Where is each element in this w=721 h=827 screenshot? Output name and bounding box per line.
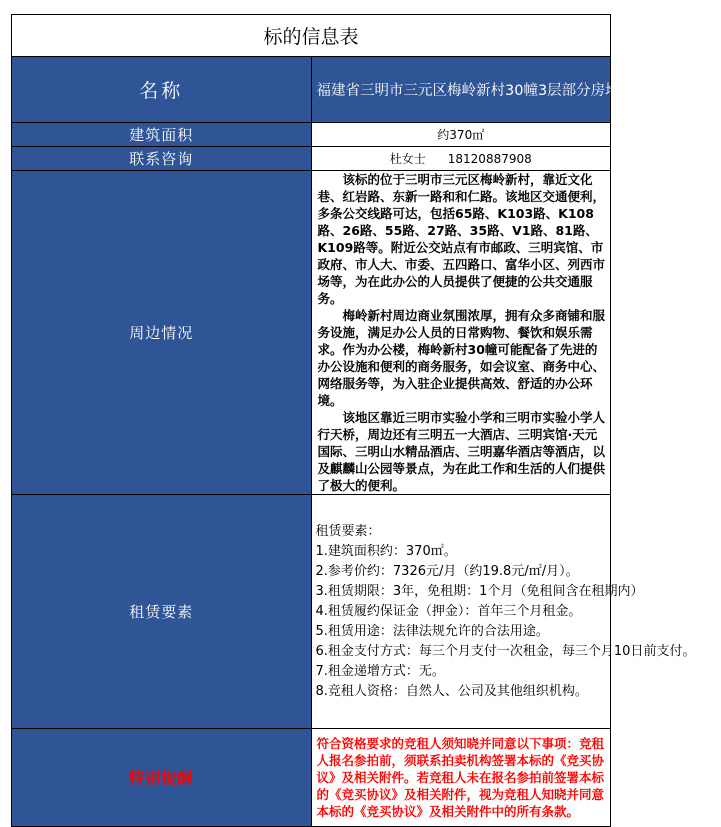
surroundings-paragraph: 该标的位于三明市三元区梅岭新村，靠近文化巷、红岩路、东新一路和和仁路。该地区交通便利，多条公交线路可达，包括65路、K103路、K108路、26路、55路、27路、35路、V1路、81路、K109路等。附近公交站点有市邮政、三明宾馆、市政府、市人大、市委、五四路口、富华小区、列西市场等，为在此办公的人员提供了便捷的公共交通服务。	[317, 172, 606, 306]
rental-label: 租赁要素	[12, 495, 312, 729]
title-row	[12, 15, 611, 57]
rental-item: 7.租金递增方式：无。	[315, 663, 445, 679]
name-value: 福建省三明市三元区梅岭新村30幢3层部分房地产三年期租赁权	[311, 57, 611, 123]
area-value: 约370㎡	[311, 123, 611, 147]
surroundings-text	[311, 171, 611, 495]
notice-label: 特别提醒	[12, 729, 312, 827]
contact-person: 杜女士	[389, 152, 426, 166]
area-row	[12, 123, 611, 147]
rental-heading: 租赁要素：	[315, 523, 381, 539]
rental-item: 5.租赁用途：法律法规允许的合法用途。	[315, 623, 549, 639]
rental-item: 6.租金支付方式：每三个月支付一次租金，每三个月10日前支付。	[315, 643, 696, 659]
rental-item: 4.租赁履约保证金（押金）：首年三个月租金。	[315, 603, 582, 619]
rental-item: 1.建筑面积约：370㎡。	[315, 543, 457, 559]
rental-row	[12, 495, 611, 729]
surroundings-row	[12, 171, 611, 495]
sheet-title: 标的信息表	[12, 15, 611, 57]
rental-item: 2.参考价约：7326元/月（约19.8元/㎡/月）。	[315, 563, 579, 579]
surroundings-label: 周边情况	[12, 171, 312, 495]
contact-label: 联系咨询	[12, 147, 312, 171]
rental-text	[311, 495, 696, 729]
area-label: 建筑面积	[12, 123, 312, 147]
rental-item: 8.竞租人资格：自然人、公司及其他组织机构。	[315, 683, 588, 699]
info-table	[11, 14, 721, 827]
surroundings-paragraph: 该地区靠近三明市实验小学和三明市实验小学人行天桥，周边还有三明五一大酒店、三明宾馆·天元国际、三明山水精品酒店、三明嘉华酒店等酒店，以及麒麟山公园等景点，为在此工作和生活的人们提供了极大的便利。	[317, 410, 606, 493]
name-label: 名称	[12, 57, 312, 123]
surroundings-paragraph: 梅岭新村周边商业氛围浓厚，拥有众多商铺和服务设施，满足办公人员的日常购物、餐饮和娱乐需求。作为办公楼，梅岭新村30幢可能配备了先进的办公设施和便利的商务服务，如会议室、商务中心、网络服务等，为入驻企业提供高效、舒适的办公环境。	[317, 308, 606, 408]
notice-row	[12, 729, 611, 827]
notice-text: 符合资格要求的竞租人须知晓并同意以下事项：竞租人报名参拍前，须联系拍卖机构签署本标的《竞买协议》及相关附件。若竞租人未在报名参拍前签署本标的《竞买协议》及相关附件，视为竞租人知晓并同意本标的《竞买协议》及相关附件中的所有条款。	[311, 729, 611, 827]
contact-row	[12, 147, 611, 171]
rental-item: 3.租赁期限：3年，免租期：1个月（免租间含在租期内）	[315, 583, 644, 599]
contact-phone: 18120887908	[447, 152, 532, 166]
contact-value	[311, 147, 611, 171]
info-sheet	[11, 14, 721, 827]
name-row	[12, 57, 611, 123]
